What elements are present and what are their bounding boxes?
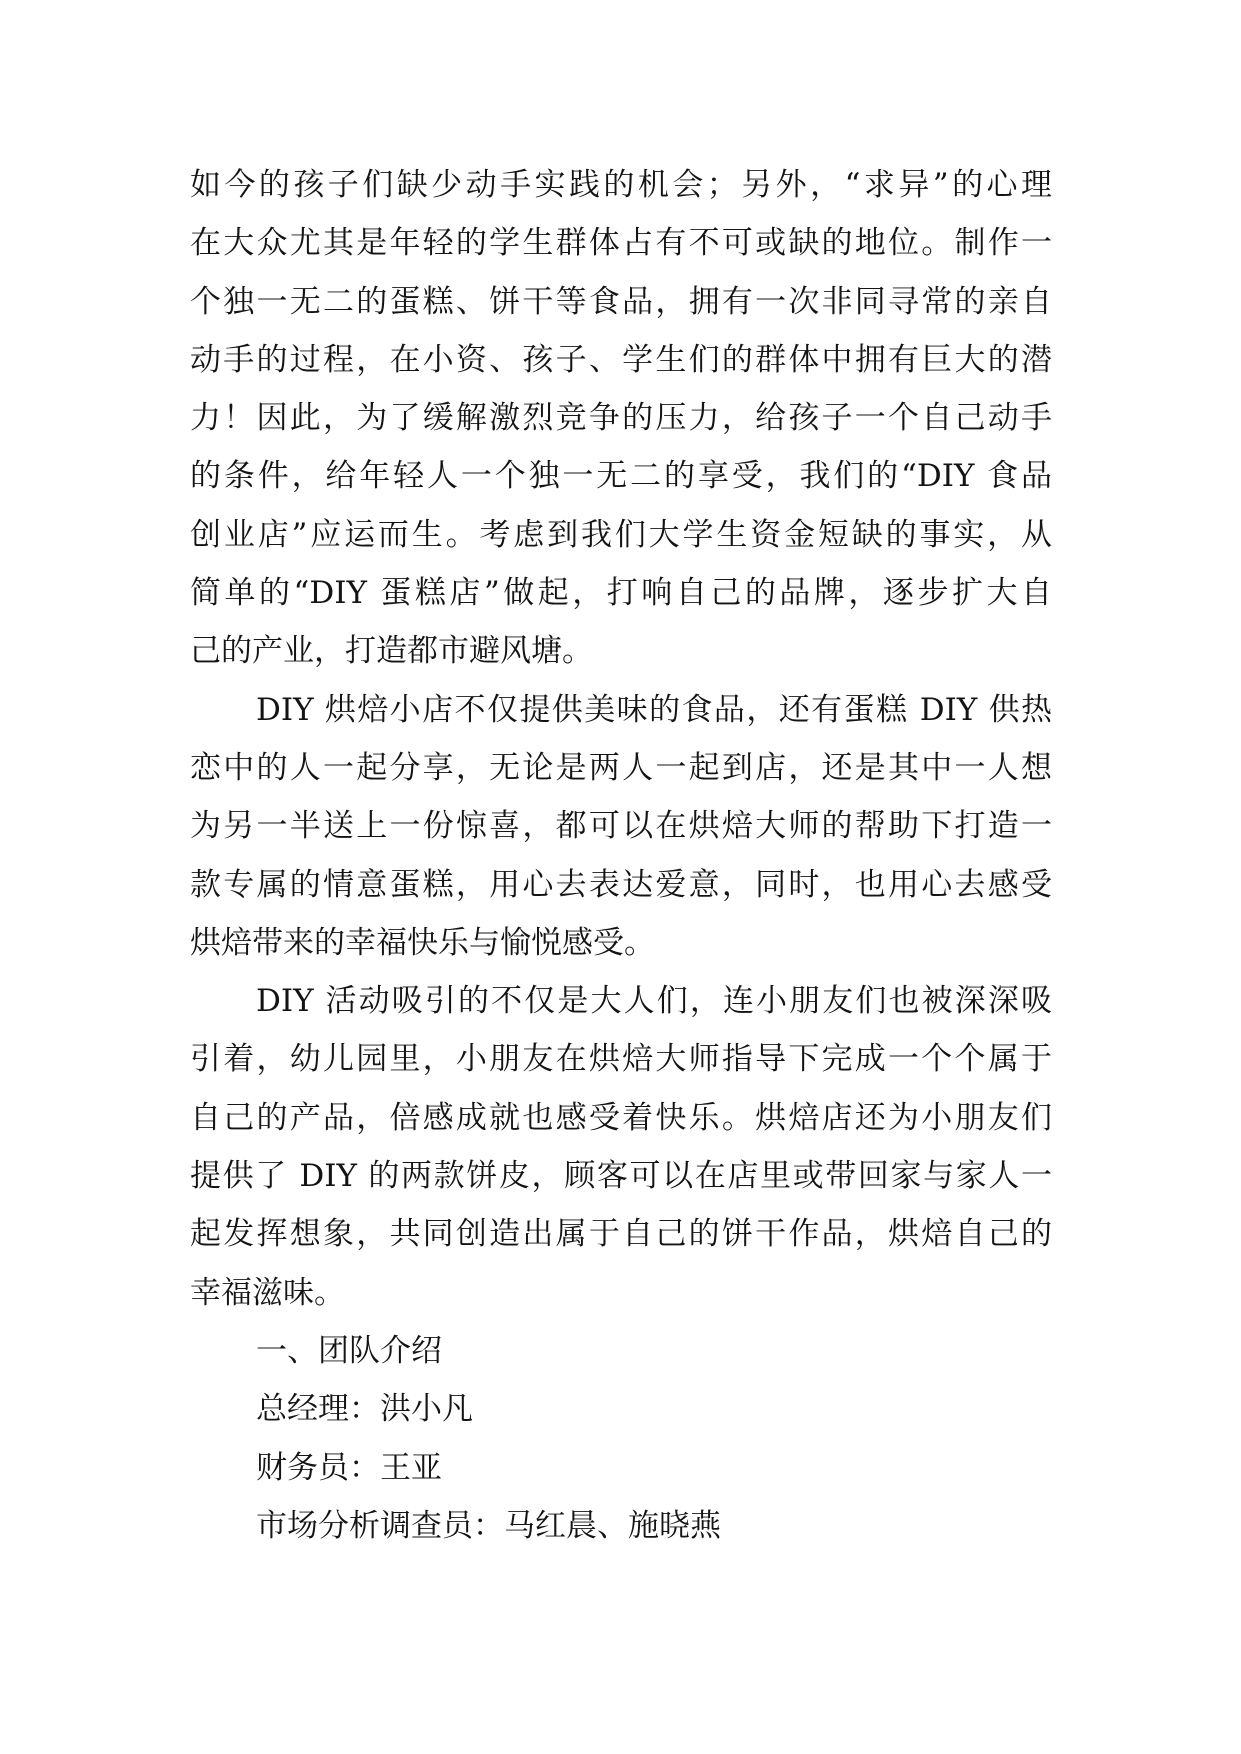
team-member-item: 总经理：洪小凡 — [256, 1391, 473, 1428]
paragraph — [190, 156, 1052, 681]
paragraph-line: 款专属的情意蛋糕，用心去表达爱意，同时，也用心去感受 — [190, 866, 1052, 903]
paragraph — [190, 972, 1052, 1322]
team-member-item: 市场分析调查员：马红晨、施晓燕 — [256, 1507, 721, 1544]
paragraph-line: 在大众尤其是年轻的学生群体占有不可或缺的地位。制作一 — [190, 225, 1052, 262]
paragraph-line: DIY 烘焙小店不仅提供美味的食品，还有蛋糕 DIY 供热 — [256, 691, 1052, 728]
paragraph-line: 提供了 DIY 的两款饼皮，顾客可以在店里或带回家与家人一 — [190, 1158, 1052, 1195]
paragraph-line: 幸福滋味。 — [190, 1274, 345, 1311]
paragraph-line: 个独一无二的蛋糕、饼干等食品，拥有一次非同寻常的亲自 — [190, 283, 1052, 320]
paragraph-line: 如今的孩子们缺少动手实践的机会；另外，“求异”的心理 — [190, 167, 1052, 203]
paragraph — [190, 681, 1052, 972]
paragraph-line: 引着，幼儿园里，小朋友在烘焙大师指导下完成一个个属于 — [190, 1041, 1052, 1078]
paragraph-line: 自己的产品，倍感成就也感受着快乐。烘焙店还为小朋友们 — [190, 1099, 1052, 1136]
section-heading: 一、团队介绍 — [256, 1332, 442, 1369]
paragraph-line: 的条件，给年轻人一个独一无二的享受，我们的“DIY 食品 — [190, 458, 1052, 495]
paragraph-line: 恋中的人一起分享，无论是两人一起到店，还是其中一人想 — [190, 749, 1052, 786]
paragraph-line: 动手的过程，在小资、孩子、学生们的群体中拥有巨大的潜 — [190, 341, 1052, 378]
team-member-item: 财务员：王亚 — [256, 1449, 442, 1486]
paragraph-line: 烘焙带来的幸福快乐与愉悦感受。 — [190, 924, 655, 961]
paragraph-line: 己的产业，打造都市避风塘。 — [190, 633, 593, 670]
paragraph-line: 创业店”应运而生。考虑到我们大学生资金短缺的事实，从 — [190, 516, 1052, 553]
document-body — [190, 156, 1052, 1555]
paragraph-line: 起发挥想象，共同创造出属于自己的饼干作品，烘焙自己的 — [190, 1216, 1052, 1253]
paragraph-line: 为另一半送上一份惊喜，都可以在烘焙大师的帮助下打造一 — [190, 808, 1052, 845]
team-section — [190, 1322, 1052, 1555]
paragraph-line: 力！因此，为了缓解激烈竞争的压力，给孩子一个自己动手 — [190, 400, 1052, 437]
paragraph-line: 简单的“DIY 蛋糕店”做起，打响自己的品牌，逐步扩大自 — [190, 575, 1052, 612]
paragraph-line: DIY 活动吸引的不仅是大人们，连小朋友们也被深深吸 — [256, 983, 1052, 1020]
